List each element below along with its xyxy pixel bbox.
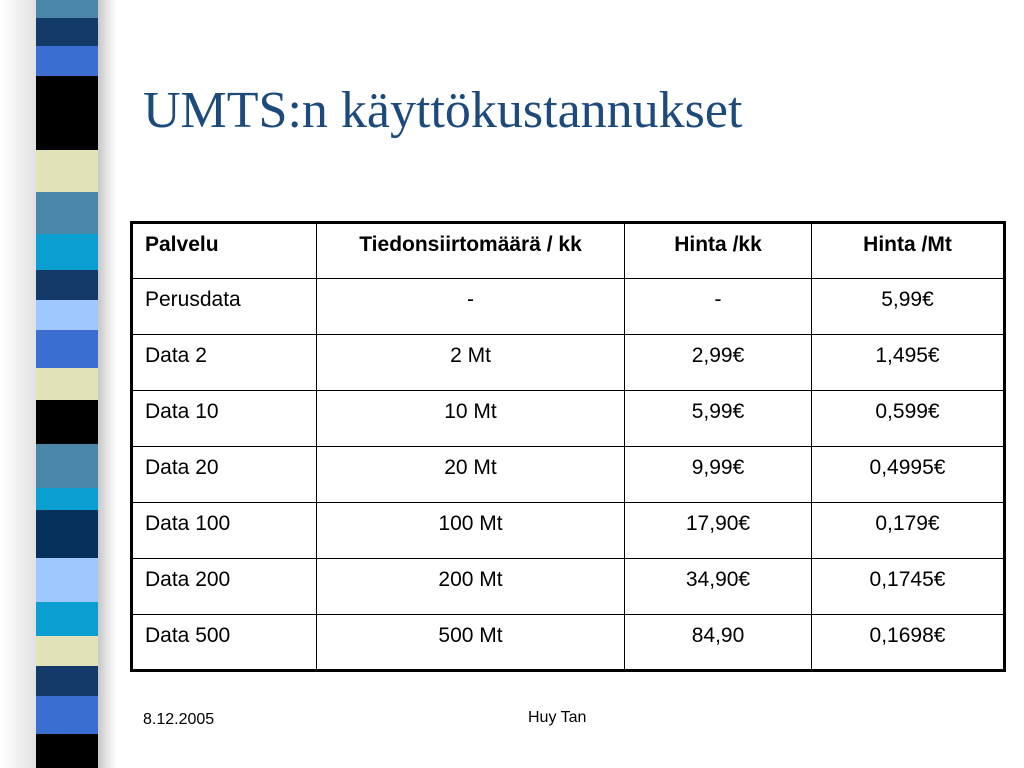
cell-price-month: 9,99€ [625,447,812,503]
stripe-band [36,636,98,666]
stripe-band [36,602,98,636]
stripe-band [36,368,98,400]
stripe-band [36,192,98,234]
cell-price-month: 5,99€ [625,391,812,447]
cell-amount: 500 Mt [317,615,625,671]
cell-amount: 200 Mt [317,559,625,615]
stripe-band [36,18,98,46]
table-row [132,559,1005,615]
decorative-stripe [36,0,98,768]
cell-service: Data 20 [132,447,317,503]
cell-service: Data 200 [132,559,317,615]
cell-price-mb: 0,1745€ [812,559,1005,615]
footer-author: Huy Tan [528,709,587,726]
cell-service: Data 500 [132,615,317,671]
stripe-band [36,46,98,76]
cell-amount: 2 Mt [317,335,625,391]
cell-price-mb: 1,495€ [812,335,1005,391]
stripe-band [36,558,98,602]
stripe-band [36,234,98,270]
stripe-band [36,0,98,18]
stripe-band [36,488,98,510]
stripe-band [36,510,98,558]
stripe-band [36,150,98,192]
cell-price-mb: 0,4995€ [812,447,1005,503]
table-row [132,279,1005,335]
stripe-band [36,270,98,300]
cell-price-mb: 0,599€ [812,391,1005,447]
cell-service: Data 100 [132,503,317,559]
table-row [132,335,1005,391]
cell-price-mb: 0,179€ [812,503,1005,559]
cell-amount: 20 Mt [317,447,625,503]
stripe-shadow-left [0,0,36,768]
cell-price-mb: 0,1698€ [812,615,1005,671]
cell-price-month: 34,90€ [625,559,812,615]
stripe-band [36,120,98,150]
stripe-band [36,734,98,768]
footer-date: 8.12.2005 [143,711,215,728]
cell-service: Data 10 [132,391,317,447]
stripe-band [36,444,98,488]
stripe-band [36,330,98,368]
cell-price-month: 2,99€ [625,335,812,391]
cell-amount: 10 Mt [317,391,625,447]
stripe-band [36,300,98,330]
cell-price-mb: 5,99€ [812,279,1005,335]
cell-price-month: - [625,279,812,335]
table-row [132,615,1005,671]
stripe-shadow [98,0,116,768]
header-hinta-kk: Hinta /kk [625,223,812,279]
cell-amount: - [317,279,625,335]
table-row [132,447,1005,503]
cell-service: Perusdata [132,279,317,335]
table-row [132,503,1005,559]
stripe-band [36,76,98,120]
stripe-band [36,696,98,734]
header-palvelu: Palvelu [132,223,317,279]
cell-service: Data 2 [132,335,317,391]
header-tiedonsiirtomaara: Tiedonsiirtomäärä / kk [317,223,625,279]
table-row [132,391,1005,447]
price-table [130,221,1006,672]
cell-price-month: 84,90 [625,615,812,671]
stripe-band [36,666,98,696]
cell-price-month: 17,90€ [625,503,812,559]
header-hinta-mt: Hinta /Mt [812,223,1005,279]
table-header-row [132,223,1005,279]
stripe-band [36,400,98,444]
cell-amount: 100 Mt [317,503,625,559]
slide-title: UMTS:n käyttökustannukset [143,82,743,139]
